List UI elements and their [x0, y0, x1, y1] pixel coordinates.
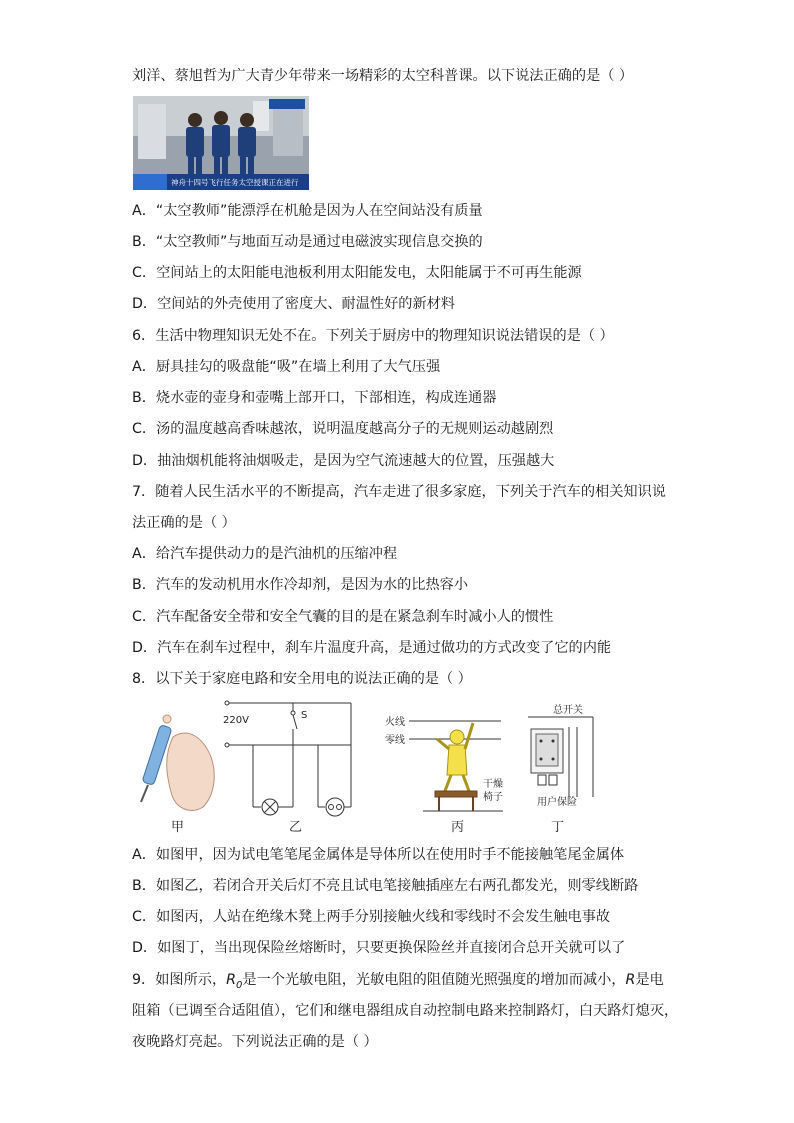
- q5-option-d: D．空间站的外壳使用了密度大、耐温性好的新材料: [132, 296, 456, 312]
- circuit-diagram: [223, 701, 351, 816]
- q8-figure: [133, 697, 603, 837]
- r-symbol: R: [625, 972, 636, 988]
- neutral-wire-label: 零线: [385, 735, 405, 746]
- figure-label-bing: 丙: [451, 820, 465, 835]
- voltage-label: 220V: [223, 715, 249, 726]
- user-fuse-label: 用户保险: [537, 797, 577, 808]
- figure-label-yi: 乙: [289, 820, 303, 835]
- q7-stem-line2: 法正确的是（ ）: [132, 515, 236, 531]
- q6-option-b: B．烧水壶的壶身和壶嘴上部开口，下部相连，构成连通器: [132, 390, 497, 406]
- main-switch-label: 总开关: [553, 705, 583, 716]
- astronauts-image: [133, 96, 309, 190]
- r0-letter: R: [226, 972, 237, 988]
- figure-label-ding: 丁: [551, 820, 565, 835]
- switch-label: S: [301, 710, 308, 721]
- q9-text-c: 是电: [635, 972, 664, 988]
- q7-option-d: D．汽车在刹车过程中，刹车片温度升高，是通过做功的方式改变了它的内能: [132, 640, 612, 656]
- test-pen-hand-drawing: [141, 715, 214, 811]
- q7-stem-line1: 7．随着人民生活水平的不断提高，汽车走进了很多家庭，下列关于汽车的相关知识说: [132, 484, 666, 500]
- dry-label: 干燥: [483, 779, 503, 790]
- q6-option-d: D．抽油烟机能将油烟吸走，是因为空气流速越大的位置，压强越大: [132, 453, 555, 469]
- household-circuit-figure: [133, 697, 603, 837]
- q5-option-c: C．空间站上的太阳能电池板利用太阳能发电，太阳能属于不可再生能源: [132, 265, 582, 281]
- q8-stem: 8．以下关于家庭电路和安全用电的说法正确的是（ ）: [132, 671, 472, 687]
- space-class-photo: [133, 96, 309, 190]
- q5-option-b: B．“太空教师”与地面互动是通过电磁波实现信息交换的: [132, 234, 483, 250]
- q6-option-c: C．汤的温度越高香味越浓，说明温度越高分子的无规则运动越剧烈: [132, 421, 554, 437]
- q9-stem-line1: [132, 970, 664, 996]
- q5-option-a: A．“太空教师”能漂浮在机舱是因为人在空间站没有质量: [132, 203, 483, 219]
- chair-label: 椅子: [483, 792, 503, 803]
- q8-option-d: D．如图丁，当出现保险丝熔断时，只要更换保险丝并直接闭合总开关就可以了: [132, 940, 626, 956]
- q8-option-b: B．如图乙，若闭合开关后灯不亮且试电笔接触插座左右两孔都发光，则零线断路: [132, 878, 639, 894]
- q7-option-a: A．给汽车提供动力的是汽油机的压缩冲程: [132, 546, 398, 562]
- q6-stem: 6．生活中物理知识无处不在。下列关于厨房中的物理知识说法错误的是（ ）: [132, 328, 614, 344]
- q9-text-a: 9．如图所示，: [132, 972, 227, 988]
- q5-stem: 刘洋、蔡旭哲为广大青少年带来一场精彩的太空科普课。以下说法正确的是（ ）: [132, 68, 634, 84]
- q7-option-c: C．汽车配备安全带和安全气囊的目的是在紧急刹车时减小人的惯性: [132, 609, 554, 625]
- figure-label-jia: 甲: [171, 820, 185, 835]
- q8-option-c: C．如图丙，人站在绝缘木凳上两手分别接触火线和零线时不会发生触电事故: [132, 909, 611, 925]
- r0-symbol: [226, 972, 243, 991]
- main-switch-fuse-drawing: [528, 703, 593, 808]
- q7-option-b: B．汽车的发动机用水作冷却剂，是因为水的比热容小: [132, 577, 469, 593]
- q9-stem-line2: 阻箱（已调至合适阻值），它们和继电器组成自动控制电路来控制路灯，白天路灯熄灭，: [132, 1003, 679, 1019]
- q6-option-a: A．厨具挂勾的吸盘能“吸”在墙上利用了大气压强: [132, 359, 441, 375]
- q9-stem-line3: 夜晚路灯亮起。下列说法正确的是（ ）: [132, 1034, 378, 1050]
- r0-subscript: 0: [236, 979, 243, 991]
- q8-option-a: A．如图甲，因为试电笔笔尾金属体是导体所以在使用时手不能接触笔尾金属体: [132, 847, 625, 863]
- person-on-chair-drawing: [385, 715, 503, 811]
- photo-caption: 神舟十四号飞行任务太空授课正在进行: [171, 178, 299, 187]
- live-wire-label: 火线: [385, 717, 405, 728]
- q9-text-b: 是一个光敏电阻，光敏电阻的阻值随光照强度的增加而减小，: [242, 972, 626, 988]
